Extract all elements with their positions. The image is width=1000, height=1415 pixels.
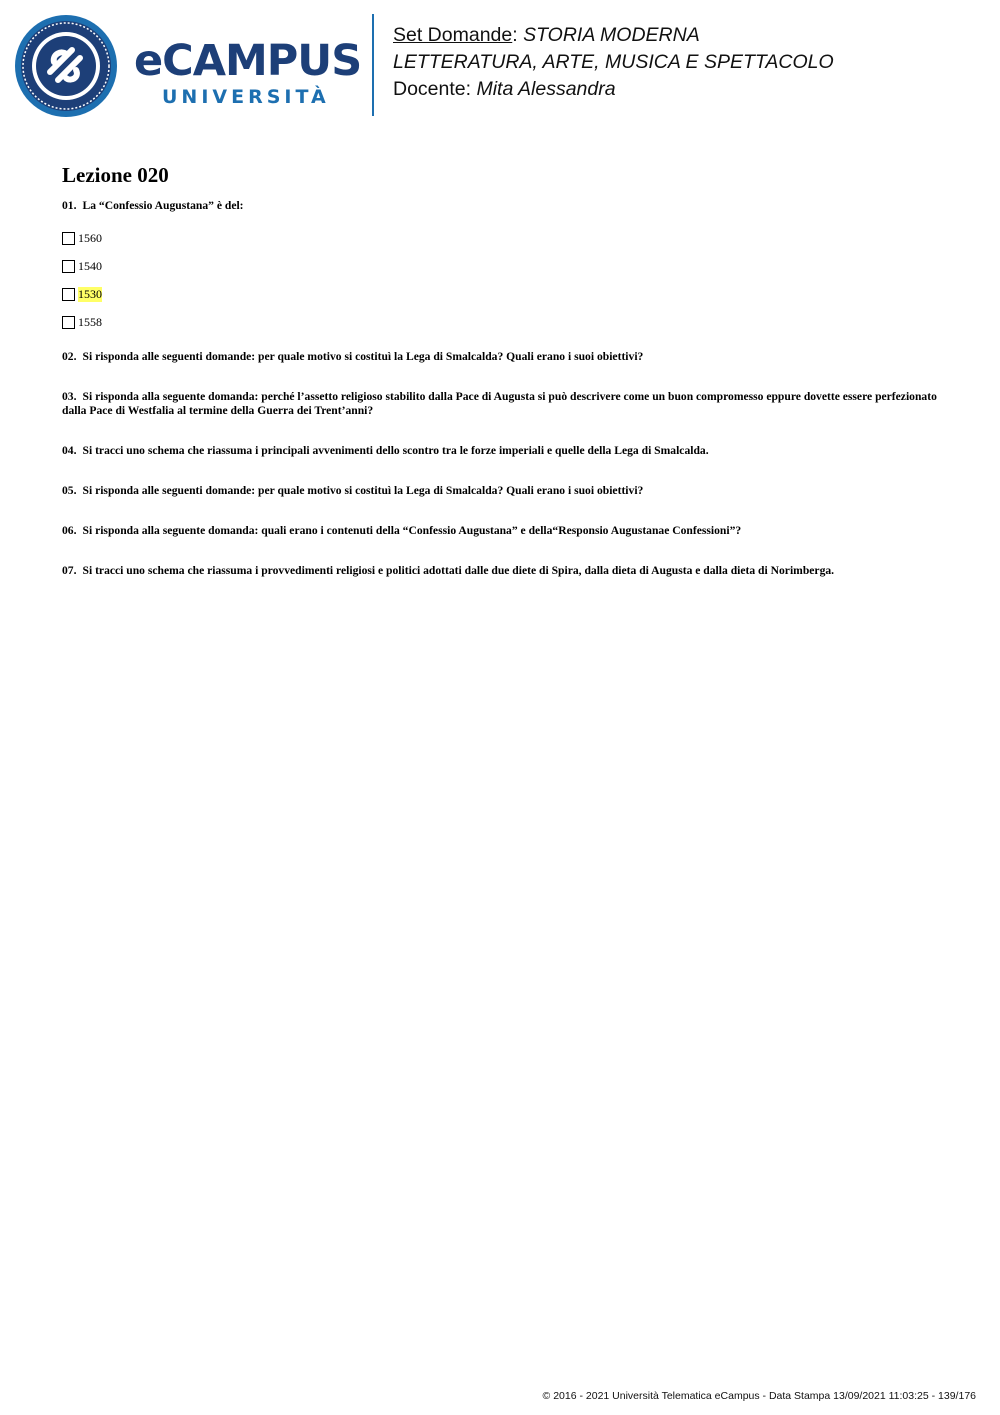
set-label: Set Domande xyxy=(393,24,513,46)
question-number: 04. xyxy=(62,444,77,457)
logo-wordmark: eCAMPUS xyxy=(134,36,362,86)
question-06 xyxy=(62,524,942,538)
question-text: Si tracci uno schema che riassuma i principali avvenimenti dello scontro tra le forze imperiali e quelle della Lega di Smalcalda. xyxy=(82,444,709,457)
question-text: La “Confessio Augustana” è del: xyxy=(82,199,244,212)
answer-options xyxy=(62,224,942,336)
question-02 xyxy=(62,350,942,364)
question-text: Si risponda alle seguenti domande: per quale motivo si costituì la Lega di Smalcalda? Quali erano i suoi obiettivi? xyxy=(82,350,644,363)
option-label-highlighted: 1530 xyxy=(78,286,102,301)
teacher-line xyxy=(393,76,834,103)
set-line: Set Domande: STORIA MODERNA xyxy=(393,24,700,46)
question-number: 06. xyxy=(62,524,77,537)
option-label: 1558 xyxy=(78,314,102,329)
header-divider xyxy=(372,14,374,116)
answer-option[interactable] xyxy=(62,252,942,280)
question-number: 05. xyxy=(62,484,77,497)
option-label: 1560 xyxy=(78,230,102,245)
teacher-name: Mita Alessandra xyxy=(476,78,616,100)
question-number: 02. xyxy=(62,350,77,363)
teacher-label: Docente: xyxy=(393,78,472,100)
question-05 xyxy=(62,484,942,498)
option-label: 1540 xyxy=(78,258,102,273)
question-text: Si risponda alla seguente domanda: quali erano i contenuti della “Confessio Augustana” e della“Responsio Augustanae Confessioni”? xyxy=(82,524,742,537)
question-01 xyxy=(62,199,942,213)
lesson-content xyxy=(62,161,942,604)
question-07 xyxy=(62,564,942,578)
question-text: Si risponda alla seguente domanda: perché l’assetto religioso stabilito dalla Pace di Augusta si può descrivere come un buon compromesso eppure dovette essere perfezionato dalla Pace di Westfalia al termine della Guerra dei Trent’anni? xyxy=(62,390,937,417)
page-footer: © 2016 - 2021 Università Telematica eCampus - Data Stampa 13/09/2021 11:03:25 - 139/176 xyxy=(542,1390,976,1402)
question-number: 03. xyxy=(62,390,77,403)
checkbox[interactable] xyxy=(62,316,75,329)
question-text: Si tracci uno schema che riassuma i provvedimenti religiosi e politici adottati dalle due diete di Spira, dalla dieta di Augusta e dalla dieta di Norimberga. xyxy=(82,564,835,577)
document-header xyxy=(393,22,834,103)
checkbox[interactable] xyxy=(62,288,75,301)
question-03 xyxy=(62,390,942,418)
lesson-title: Lezione 020 xyxy=(62,163,169,187)
ecampus-seal-icon xyxy=(14,14,118,118)
open-questions xyxy=(62,350,942,578)
question-number: 07. xyxy=(62,564,77,577)
question-number: 01. xyxy=(62,199,77,212)
answer-option[interactable] xyxy=(62,224,942,252)
checkbox[interactable] xyxy=(62,260,75,273)
set-value: STORIA MODERNA xyxy=(523,24,700,46)
answer-option[interactable] xyxy=(62,308,942,336)
question-text: Si risponda alle seguenti domande: per quale motivo si costituì la Lega di Smalcalda? Quali erano i suoi obiettivi? xyxy=(82,484,644,497)
subject-line: LETTERATURA, ARTE, MUSICA E SPETTACOLO xyxy=(393,51,834,73)
answer-option-highlighted[interactable] xyxy=(62,280,942,308)
checkbox[interactable] xyxy=(62,232,75,245)
logo-subtitle: UNIVERSITÀ xyxy=(162,86,330,108)
question-04 xyxy=(62,444,942,458)
ecampus-logo xyxy=(14,14,364,118)
